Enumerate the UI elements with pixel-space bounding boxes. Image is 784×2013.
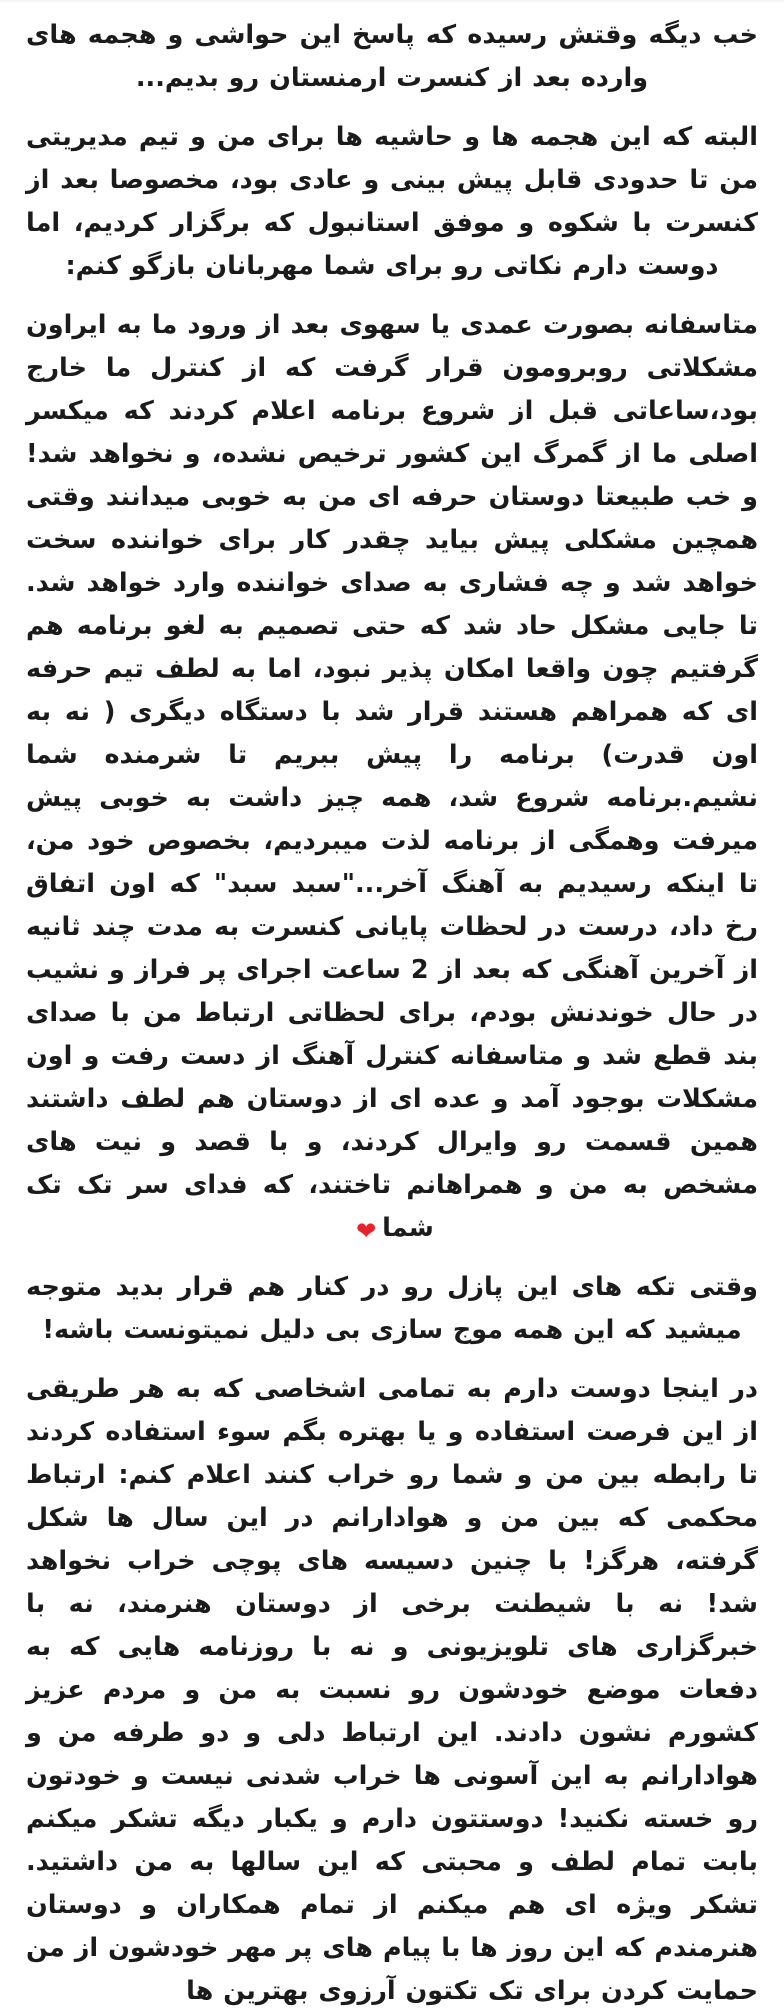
paragraph-3 [26,304,758,1250]
statement-body [26,14,758,2013]
paragraph-4: وقتی تکه های این پازل رو در کنار هم قرار بدید متوجه میشید که این همه موج سازی بی دلیل نمیتونست باشه! [26,1272,758,1345]
paragraph-1: خب دیگه وقتش رسیده که پاسخ این حواشی و هجمه های وارده بعد از کنسرت ارمنستان رو بدیم... [26,20,758,93]
paragraph-2: البته که این هجمه ها و حاشیه ها برای من و تیم مدیریتی من تا حدودی قابل پیش بینی و عادی بود، مخصوصا بعد از کنسرت با شکوه و موفق استانبول که برگزار کردیم، اما دوست دارم نکاتی رو برای شما مهربانان بازگو کنم: [26,122,758,281]
paragraph-5: در اینجا دوست دارم به تمامی اشخاصی که به هر طریقی از این فرصت استفاده و یا بهتره بگم سوء استفاده کردند تا رابطه بین من و شما رو خراب کنند اعلام کنم: ارتباط محکمی که بین من و هوادارانم در این سال ها شکل گرفته، هرگز! با چنین دسیسه های پوچی خراب نخواهد شد! نه با شیطنت برخی از دوستان هنرمند، نه با خبرگزاری های تلویزیونی و نه با روزنامه هایی که به دفعات موضع خودشون رو نسبت به من و مردم عزیز کشورم نشون دادند. این ارتباط دلی و دو طرفه من و هوادارانم به این آسونی ها خراب شدنی نیست و خودتون رو خسته نکنید! دوستتون دارم و یکبار دیگه تشکر میکنم بابت تمام لطف و محبتی که این سالها به من داشتید. تشکر ویژه ای هم میکنم از تمام همکاران و دوستان هنرمندم که این روز ها با پیام های پر مهر خودشون از من حمایت کردن برای تک تکتون آرزوی بهترین ها [26,1374,758,2006]
page-top-edge [0,0,784,3]
red-heart-emoji-icon: ❤ [356,1217,377,1245]
paragraph-3-text: متاسفانه بصورت عمدی یا سهوی بعد از ورود ما به ایراون مشکلاتی روبرومون قرار گرفت که از کنترل ما خارج بود،ساعاتی قبل از شروع برنامه اعلام کردند که میکسر اصلی ما از گمرگ این کشور ترخیص نشده، و نخواهد شد! و خب طبیعتا دوستان حرفه ای من به خوبی میدانند وقتی همچین مشکلی پیش بیاید چقدر کار برای خواننده سخت خواهد شد و چه فشاری به صدای خواننده وارد خواهد شد. تا جایی مشکل حاد شد که حتی تصمیم به لغو برنامه هم گرفتیم چون واقعا امکان پذیر نبود، اما به لطف تیم حرفه ای که همراهم هستند قرار شد با دستگاه دیگری ( نه به اون قدرت) برنامه را پیش ببریم تا شرمنده شما نشیم.برنامه شروع شد، همه چیز داشت به خوبی پیش میرفت وهمگی از برنامه لذت میبردیم، بخصوص خود من، تا اینکه رسیدیم به آهنگ آخر..."سبد سبد" که اون اتفاق رخ داد، درست در لحظات پایانی کنسرت به مدت چند ثانیه از آخرین آهنگی که بعد از 2 ساعت اجرای پر فراز و نشیب در حال خوندنش بودم، برای لحظاتی ارتباط من با صدای بند قطع شد و متاسفانه کنترل آهنگ از دست رفت و اون مشکلات بوجود آمد و عده ای از دوستان هم لطف داشتند همین قسمت رو وایرال کردند، و با قصد و نیت های مشخص به من و همراهانم تاختند، که فدای سر تک تک شما [26,310,758,1243]
